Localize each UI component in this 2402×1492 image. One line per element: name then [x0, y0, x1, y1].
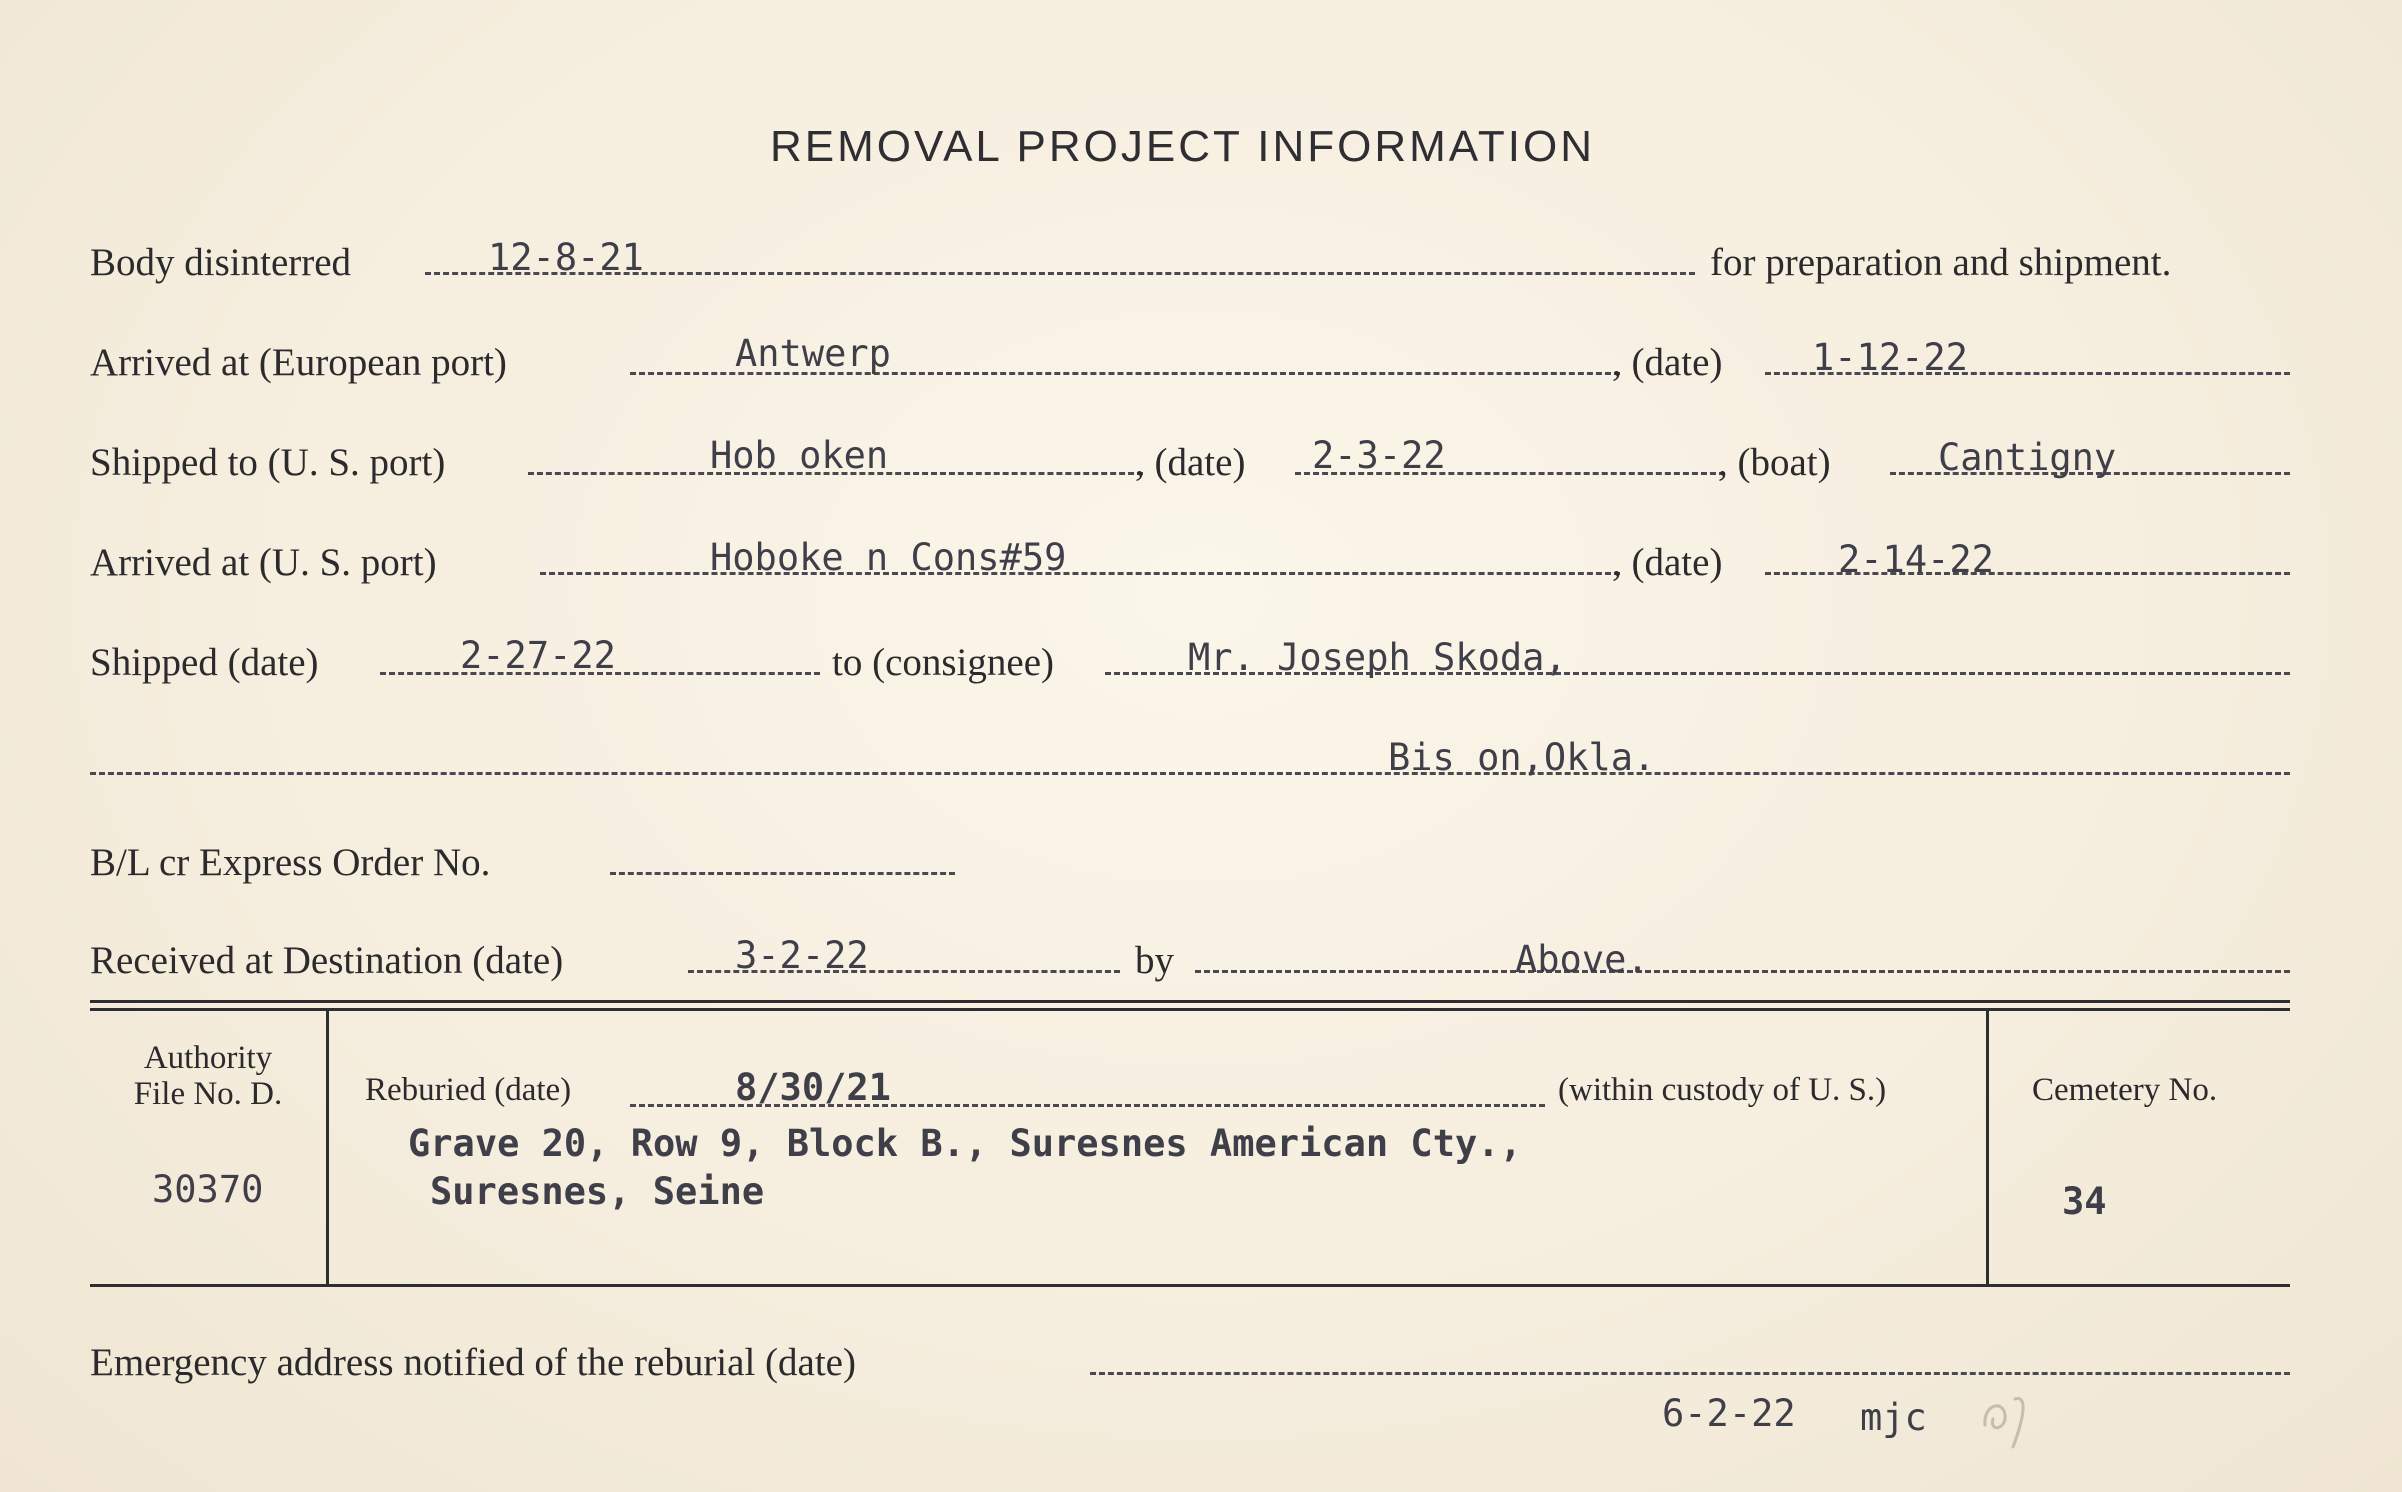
consignee-line1: Mr. Joseph Skoda,	[1188, 636, 1567, 679]
footer-initials: mjc	[1860, 1396, 1927, 1439]
arrived-us-date-label: , (date)	[1612, 541, 1723, 584]
shipped-us-date-label: , (date)	[1135, 441, 1246, 484]
received-label: Received at Destination (date)	[90, 939, 564, 982]
authority-label-line1: Authority	[143, 1040, 273, 1076]
disinterred-label: Body disinterred	[90, 241, 352, 284]
shipped-us-label: Shipped to (U. S. port)	[90, 441, 446, 484]
authority-file-number: 30370	[152, 1168, 264, 1211]
bl-label: B/L cr Express Order No.	[90, 841, 491, 884]
received-by: Above.	[1515, 938, 1649, 981]
pencil-mark	[1975, 1385, 2045, 1455]
footer-date: 6-2-22	[1662, 1392, 1796, 1435]
emergency-line	[1090, 1372, 2290, 1375]
shipped-us-boat-label: , (boat)	[1718, 441, 1831, 484]
authority-label-line2: File No. D.	[133, 1076, 283, 1112]
european-port-date-label: , (date)	[1612, 341, 1723, 384]
reburied-label: Reburied (date)	[365, 1072, 572, 1108]
arrived-us-date: 2-14-22	[1838, 538, 1994, 581]
european-port-date: 1-12-22	[1812, 336, 1968, 379]
reburied-location-line1: Grave 20, Row 9, Block B., Suresnes American Cty.,	[408, 1122, 1522, 1165]
received-by-label: by	[1135, 939, 1174, 982]
box-divider-right	[1986, 1011, 1989, 1284]
consignee-continuation-line	[90, 772, 2290, 775]
arrived-us-label: Arrived at (U. S. port)	[90, 541, 437, 584]
disinterred-suffix: for preparation and shipment.	[1710, 241, 2172, 284]
arrived-us-line	[540, 572, 1620, 575]
shipped-date-value: 2-27-22	[460, 634, 616, 677]
emergency-label: Emergency address notified of the reburial (date)	[90, 1341, 856, 1384]
consignee-label: to (consignee)	[832, 641, 1055, 684]
european-port-label: Arrived at (European port)	[90, 341, 507, 384]
shipped-us-date: 2-3-22	[1312, 434, 1446, 477]
european-port-value: Antwerp	[735, 332, 891, 375]
consignee-line2: Bis on,Okla.	[1388, 736, 1656, 779]
received-by-line	[1195, 970, 2290, 973]
shipped-us-value: Hob oken	[710, 434, 889, 477]
bl-line	[610, 872, 955, 875]
reburied-custody: (within custody of U. S.)	[1558, 1072, 1887, 1108]
box-top-rule-2	[90, 1008, 2290, 1011]
received-date: 3-2-22	[735, 934, 869, 977]
box-bottom-rule	[90, 1284, 2290, 1287]
box-divider-left	[326, 1011, 329, 1284]
disinterred-value: 12-8-21	[488, 236, 644, 279]
box-top-rule-1	[90, 1000, 2290, 1003]
arrived-us-value: Hoboke n Cons#59	[710, 536, 1067, 579]
reburied-location-line2: Suresnes, Seine	[430, 1170, 765, 1213]
cemetery-number: 34	[2062, 1180, 2107, 1223]
authority-label	[90, 1040, 326, 1112]
cemetery-label: Cemetery No.	[2032, 1072, 2218, 1108]
shipped-us-boat: Cantigny	[1938, 436, 2117, 479]
shipped-date-label: Shipped (date)	[90, 641, 319, 684]
reburied-date: 8/30/21	[735, 1066, 891, 1109]
page-title: REMOVAL PROJECT INFORMATION	[770, 122, 1595, 171]
